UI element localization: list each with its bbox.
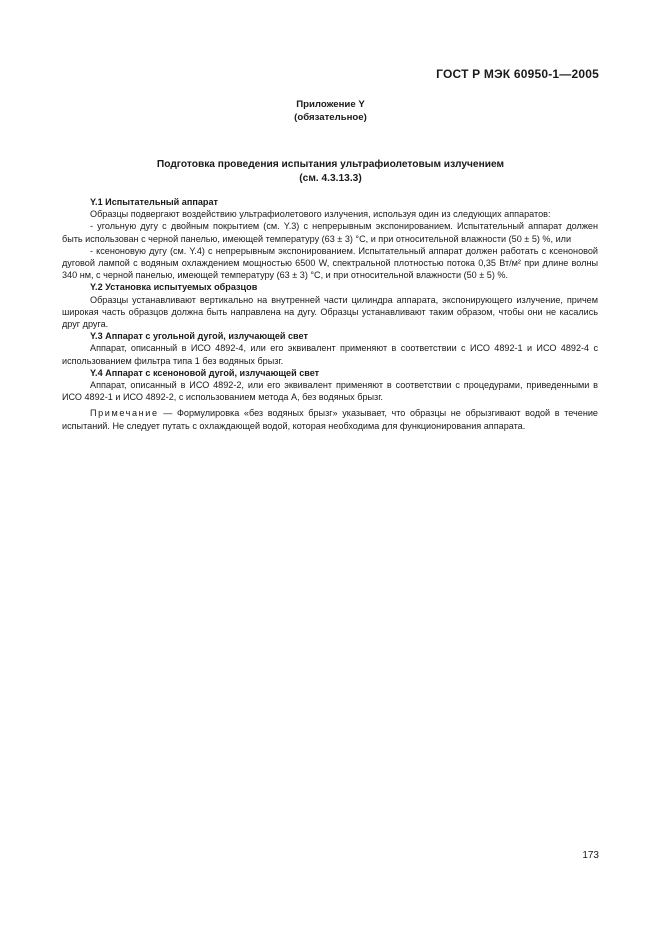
section-y4-text: Аппарат, описанный в ИСО 4892-2, или его эквивалент применяют в соответствии с процедурами, приведенными в ИСО 4892-1 и ИСО 4892-2, с использованием метода А, без водяных брызг. xyxy=(62,380,598,403)
document-title xyxy=(0,158,661,186)
annex-heading xyxy=(0,99,661,124)
annex-title: Приложение Y xyxy=(296,99,365,110)
title-line-2: (см. 4.3.13.3) xyxy=(299,173,362,184)
section-heading-y1: Y.1 Испытательный аппарат xyxy=(90,197,218,207)
section-y3-text: Аппарат, описанный в ИСО 4892-4, или его эквивалент применяют в соответствии с ИСО 4892-1 и ИСО 4892-4 с использованием фильтра типа 1 без водяных брызг. xyxy=(62,343,598,366)
section-y1-item-2: - ксеноновую дугу (см. Y.4) с непрерывным экспонированием. Испытательный аппарат должен работать с ксеноновой дуговой лампой с водяным охлаждением мощностью 6500 W, спектральной плотностью потока 0,35 Вт/м² при длине волны 340 нм, с черной панелью, имеющей температуру (63 ± 3) °С, и при относительной влажности (50 ± 5) %. xyxy=(62,245,598,281)
note-paragraph xyxy=(62,407,598,431)
annex-status: (обязательное) xyxy=(294,111,367,123)
document-body xyxy=(62,196,598,432)
title-line-1: Подготовка проведения испытания ультрафиолетовым излучением xyxy=(156,159,505,170)
standard-designation: ГОСТ Р МЭК 60950-1—2005 xyxy=(436,67,599,81)
section-y1-intro: Образцы подвергают воздействию ультрафиолетового излучения, используя один из следующих аппаратов: xyxy=(90,209,551,220)
section-heading-y2: Y.2 Установка испытуемых образцов xyxy=(90,282,258,293)
section-heading-y4: Y.4 Аппарат с ксеноновой дугой, излучающей свет xyxy=(90,367,320,378)
note-text: — Формулировка «без водяных брызг» указывает, что образцы не обрызгивают водой в течение испытаний. Не следует путать с охлаждающей водой, которая необходима для функционирования аппарата. xyxy=(62,408,598,431)
page-number: 173 xyxy=(582,850,599,861)
section-y1-item-1: - угольную дугу с двойным покрытием (см. Y.3) с непрерывным экспонированием. Испытательный аппарат должен быть использован с черной панелью, имеющей температуру (63 ± 3) °С, и при относительной влажности (50 ± 5) %, или xyxy=(62,221,598,244)
section-y2-text: Образцы устанавливают вертикально на внутренней части цилиндра аппарата, экспонирующего излучение, причем широкая часть образцов должна быть направлена на дугу. Образцы устанавливают таким образом, чтобы они не касались друг друга. xyxy=(62,294,598,330)
section-heading-y3: Y.3 Аппарат с угольной дугой, излучающей свет xyxy=(90,331,308,342)
note-label: Примечание xyxy=(90,408,159,419)
